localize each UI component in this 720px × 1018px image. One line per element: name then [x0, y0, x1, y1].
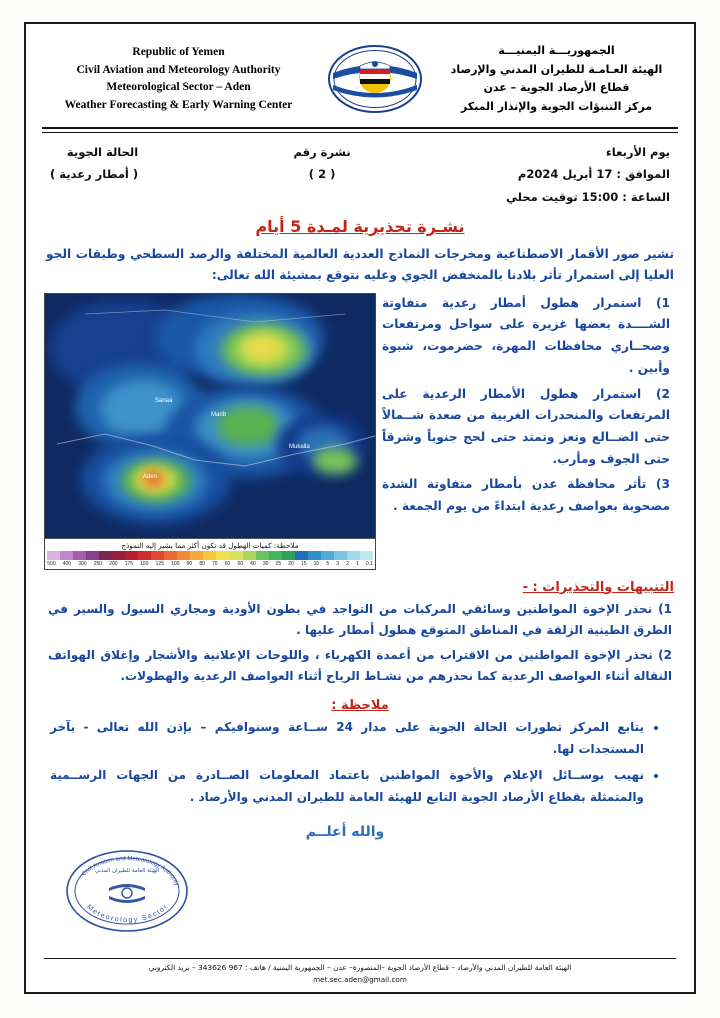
forecast-point-3: 3) تأثر محافظة عدن بأمطار متفاوتة الشدة مصحوبة بعواصف رعدية ابتداءً من يوم الجمعة .	[382, 477, 670, 514]
meta-number-value: ( 2 )	[308, 167, 336, 182]
forecast-point-2: 2) استمرار هطول الأمطار الرعدية على المرتفعات والمنحدرات الغربية من صعدة شــمالاً حتى الضــالع وتعز وتمتد حتى لحج جنوباً وشرقاً حتى الجوف ومأرب.	[382, 386, 670, 466]
header-arabic-block	[439, 42, 674, 117]
scale-label: 25	[275, 560, 282, 567]
note-item-2: • نهيب بوســائل الإعلام والأخوة المواطنين باعتماد المعلومات الصــادرة من الجهات الرســمية والمتمثلة بقطاع الأرصاد الجوية التابع للهيئة العامة للطيران المدني والأرصاد .	[50, 765, 644, 808]
warnings-list	[40, 599, 680, 688]
scale-label: 30	[262, 560, 269, 567]
page-title: نشـرة تحذيرية لمـدة 5 أيام	[255, 217, 465, 237]
meta-date: الموافق : 17 أبريل 2024م	[517, 167, 670, 182]
header-en-line-1: Republic of Yemen	[132, 45, 225, 58]
notes-block	[40, 717, 680, 808]
scale-label: 175	[124, 560, 134, 567]
intro-paragraph: تشير صور الأقمار الاصطناعية ومخرجات النماذج العددية العالمية المختلفة والرصد السطحي وطبقات الجو العليا إلى استمرار تأثر بلادنا بالمنخفض الجوي وعليه نتوقع بمشيئة الله تعالى:	[46, 247, 674, 283]
footer-address: الهيئة العامة للطيران المدني والأرصاد – قطاع الأرصاد الجوية –المنصورة– عدن – الجمهورية اليمنية / هاتف : 967 343626 – بريد الكتروني	[148, 962, 572, 972]
meta-state-label: الحالة الجوية	[66, 144, 139, 159]
scale-label: 0.1	[366, 560, 373, 567]
header-ar-line-4: مركز التنبؤات الجوية والإنذار المبكر	[460, 100, 653, 114]
header-en-line-2: Civil Aviation and Meteorology Authority	[76, 63, 281, 76]
warning-item-1: 1) نحذر الإخوة المواطنين وسائقي المركبات من التواجد في بطون الأودية ومجاري السيول والسير في الطرق الطينية الزلقة في المناطق المتوقع هطول أمطار عليها .	[48, 601, 672, 638]
scale-label: 100	[171, 560, 180, 567]
map-label-sanaa: Sanaa	[155, 397, 173, 404]
document-footer	[40, 948, 680, 984]
header-ar-line-2: الهيئة العـامـة للطيران المدني والإرصاد	[450, 62, 663, 76]
scale-label: 90	[186, 560, 193, 567]
scale-label: 3	[336, 560, 340, 567]
forecast-points	[376, 293, 676, 522]
scale-label: 20	[288, 560, 294, 567]
scale-label: 70	[212, 560, 218, 567]
scale-label: 150	[140, 560, 149, 567]
scale-label: 2	[346, 560, 349, 567]
footer-divider	[44, 958, 676, 959]
scale-label: 80	[199, 560, 205, 567]
meta-state-value: ( أمطار رعدية )	[50, 167, 139, 182]
header-en-line-4: Weather Forecasting & Early Warning Center	[64, 99, 293, 112]
official-stamp-icon	[64, 848, 190, 934]
scale-label: 300	[78, 560, 87, 567]
scale-label: 10	[313, 560, 320, 567]
authority-logo-icon	[327, 43, 423, 115]
meta-date-block	[506, 141, 670, 208]
scale-label: 500	[47, 560, 56, 567]
map-label-aden: Aden	[143, 473, 158, 480]
forecast-body	[40, 293, 680, 570]
bulletin-sheet	[24, 22, 696, 994]
scale-label: 400	[62, 560, 72, 567]
scale-label: 1	[356, 560, 359, 567]
header-english-block	[46, 44, 311, 115]
document-header	[40, 34, 680, 123]
scale-label: 50	[237, 560, 243, 567]
warnings-title: التنبيهات والتحذيرات : -	[522, 579, 674, 595]
map-note: ملاحظة: كميات الهطول قد تكون أكثر مما يشير إليه النموذج	[45, 538, 375, 551]
closing-phrase: والله أعلــم	[305, 824, 385, 841]
scale-label: 250	[93, 560, 103, 567]
map-label-marib: Marib	[211, 411, 227, 418]
map-label-mukalla: Mukalla	[289, 443, 310, 450]
note-item-1: • يتابع المركز تطورات الحالة الجوية على مدار 24 ســاعة وسنوافيكم – بإذن الله تعالى - بآخر المستجدات لها.	[50, 717, 644, 760]
scale-label: 60	[224, 560, 231, 567]
header-ar-line-3: قطاع الأرصاد الجوية – عدن	[483, 81, 630, 95]
header-divider-thin	[42, 132, 678, 133]
svg-text:Meteorology Sector: Meteorology Sector	[85, 902, 170, 925]
meta-number-label: نشرة رقم	[293, 144, 351, 159]
svg-text:Civil Aviation and Meteorology: Civil Aviation and Meteorology Authority	[81, 855, 180, 887]
warning-item-2: 2) نحذر الإخوة المواطنين من الاقتراب من أعمدة الكهرباء ، واللوحات الإعلانية والأشجار وإغلاق الهواتف النقالة أثناء العواصف الرعدية كما نحذرهم من نشـاط الرياح أثناء العواصف الرعدية والهطولات.	[48, 647, 672, 684]
rainfall-map	[44, 293, 376, 570]
footer-email[interactable]: met.sec.aden@gmail.com	[313, 975, 407, 984]
meta-day: يوم الأربعاء	[605, 144, 670, 159]
meta-time: الساعة : 15:00 توقيت محلي	[506, 189, 670, 204]
meta-state-block	[50, 141, 138, 186]
scale-label: 15	[300, 560, 307, 567]
header-ar-line-1: الجمهوريـــة اليمنيـــة	[498, 44, 615, 57]
bulletin-meta-row	[40, 139, 680, 208]
header-divider	[42, 127, 678, 129]
scale-label: 200	[109, 560, 118, 567]
header-en-line-3: Meteorological Sector – Aden	[106, 81, 251, 94]
scale-label: 125	[155, 560, 164, 567]
scale-label: 40	[250, 560, 256, 567]
map-color-scale	[45, 551, 375, 561]
meta-number-block	[294, 141, 351, 186]
svg-text:الهيئة العامة للطيران المدني: الهيئة العامة للطيران المدني	[94, 868, 160, 874]
rainfall-map-canvas	[45, 294, 375, 538]
forecast-point-1: 1) استمرار هطول أمطار رعدية متفاوتة الشــــدة بعضها غزيرة على سواحل ومرتفعات وصحــاري محافظات المهرة، حضرموت، شبوة وأبين .	[382, 295, 670, 375]
scale-label: 5	[326, 560, 330, 567]
notes-title: ملاحظة :	[331, 698, 389, 714]
map-scale-labels	[45, 561, 375, 569]
